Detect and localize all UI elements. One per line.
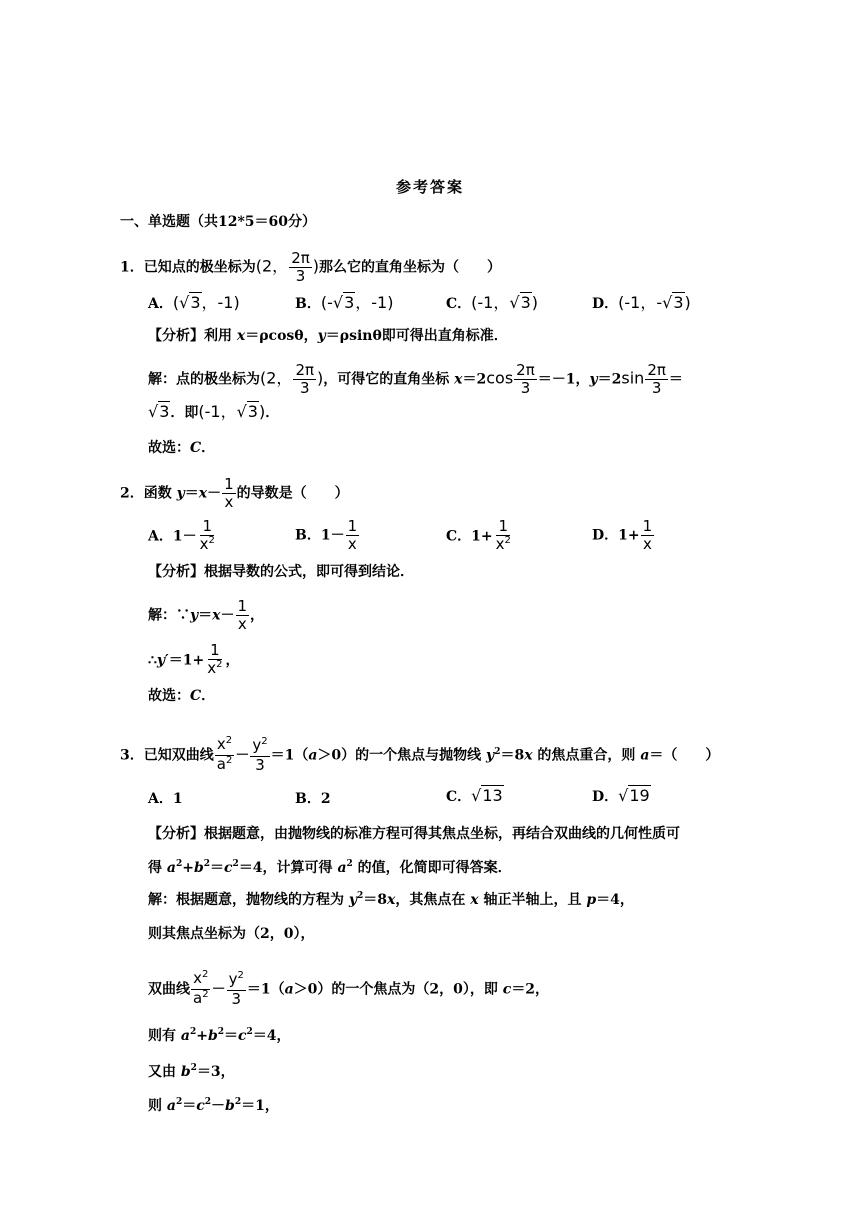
q1-analysis: 【分析】利用 x＝ρcosθ，y＝ρsinθ即可得出直角标准． bbox=[148, 328, 508, 344]
q3-solution-line2: 则其焦点坐标为（2，0）， bbox=[148, 926, 315, 942]
q3-analysis-line2: 得 $a^2+b^2=c^2=4$，计算可得 $a^2$ 的值，化简即可得答案． bbox=[148, 859, 512, 876]
q2-solution-line2: ∴y′＝1+ $\frac{1}{x^2}$ ， bbox=[148, 641, 240, 677]
q3-analysis-line1: 【分析】根据题意，由抛物线的标准方程可得其焦点坐标，再结合双曲线的几何性质可 bbox=[148, 826, 680, 842]
sqrt-symbol: √3 bbox=[179, 293, 201, 312]
q3-option-b: B．2 bbox=[295, 791, 331, 807]
q2-option-c: C．1+ $\frac{1}{x^2}$ bbox=[446, 517, 511, 553]
q2-option-b: B．1－ $\frac{1}{x}$ bbox=[295, 517, 358, 553]
q3-solution-line6: 则 $a^2=c^2-b^2=1$， bbox=[148, 1097, 279, 1114]
q1-solution-line1: 解：点的极坐标为(2， $\frac{2\pi}{3}$ )，可得它的直角坐标 x＝2cos $\frac{2\pi}{3}$ ＝－1，y＝2sin $\frac{2\pi}{3}$ ＝ bbox=[148, 361, 683, 397]
sqrt-symbol: √3 bbox=[236, 402, 258, 421]
sqrt-symbol: √3 bbox=[332, 293, 355, 312]
q1-option-d: D．(-1，-√3) bbox=[592, 293, 691, 312]
q2-solution-line1: 解：∵y＝x－ $\frac{1}{x}$ ， bbox=[148, 597, 265, 633]
q1-option-a: A．(√3，-1) bbox=[148, 293, 240, 312]
q2-stem: 2．函数 y＝x－ $\frac{1}{x}$ 的导数是（ ） bbox=[120, 475, 349, 511]
q3-option-d: D．√19 bbox=[592, 786, 650, 805]
q3-solution-line1: 解：根据题意，抛物线的方程为 $y^2=8x$，其焦点在 x 轴正半轴上，且 p＝4， bbox=[148, 891, 634, 908]
section-heading: 一、单选题（共12*5＝60分） bbox=[120, 214, 317, 230]
page-title: 参考答案 bbox=[395, 178, 464, 196]
q1-solution-line2: √3．即(-1，√3)． bbox=[148, 402, 280, 421]
sqrt-symbol: √3 bbox=[148, 402, 170, 421]
q2-analysis: 【分析】根据导数的公式，即可得到结论． bbox=[148, 564, 414, 580]
q2-option-d: D．1+ $\frac{1}{x}$ bbox=[592, 517, 653, 553]
q3-solution-line5: 又由 $b^2=3$， bbox=[148, 1063, 235, 1080]
q1-option-c: C．(-1，√3) bbox=[446, 293, 538, 312]
q1-frac: $\frac{2\pi}{3}$ bbox=[291, 249, 310, 285]
q3-stem: 3．已知双曲线 $\frac{x^2}{a^2}$ － $\frac{y^2}{3}$ ＝1（a＞0）的一个焦点与抛物线 $y^2=8x$ 的焦点重合，则 a＝（ ） bbox=[120, 735, 720, 774]
q2-answer: 故选：C． bbox=[148, 688, 216, 704]
q1-stem: 1．已知点的极坐标为(2， $\frac{2\pi}{3}$ )那么它的直角坐标为（ ） bbox=[120, 249, 502, 285]
sqrt-symbol: √13 bbox=[471, 786, 503, 805]
sqrt-symbol: √3 bbox=[662, 293, 684, 312]
q2-option-a: A．1－ $\frac{1}{x^2}$ bbox=[148, 517, 215, 553]
q1-answer: 故选：C． bbox=[148, 440, 216, 456]
sqrt-symbol: √3 bbox=[509, 293, 531, 312]
q1-option-b: B．(-√3，-1) bbox=[295, 293, 394, 312]
q3-solution-line3: 双曲线 $\frac{x^2}{a^2}$ － $\frac{y^2}{3}$ ＝1（a＞0）的一个焦点为（2，0），即 c＝2， bbox=[148, 969, 550, 1008]
q3-option-a: A．1 bbox=[148, 791, 183, 807]
q3-solution-line4: 则有 $a^2+b^2=c^2=4$， bbox=[148, 1027, 291, 1044]
q3-option-c: C．√13 bbox=[446, 786, 503, 805]
sqrt-symbol: √19 bbox=[618, 786, 650, 805]
